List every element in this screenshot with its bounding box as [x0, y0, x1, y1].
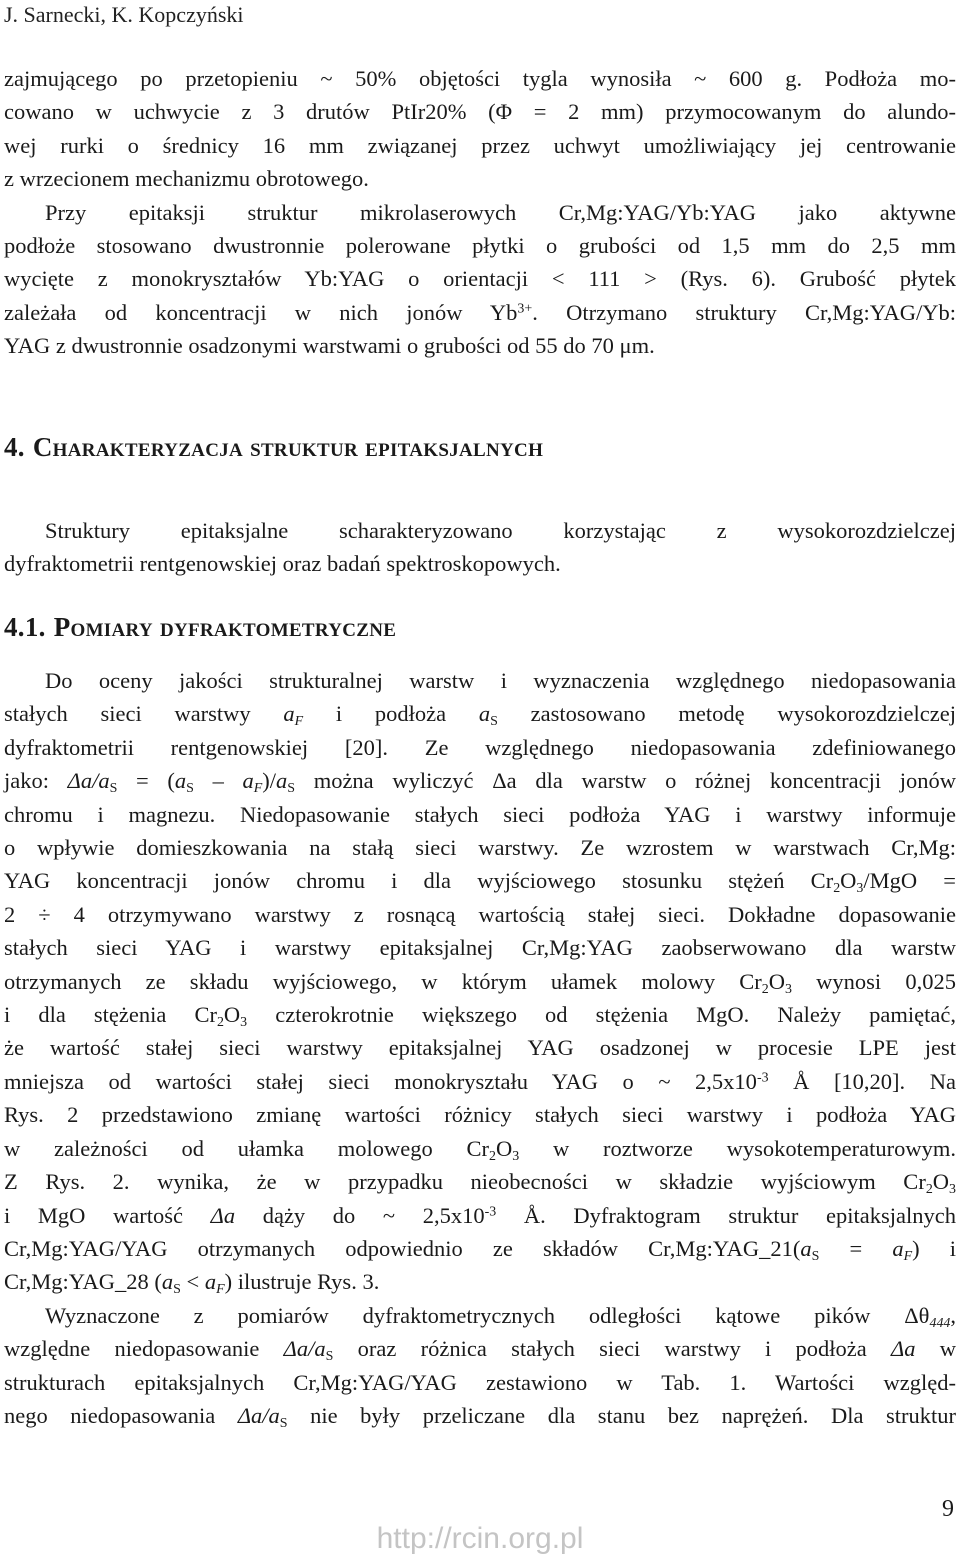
paragraph — [4, 1299, 956, 1433]
text-line: jako: $\Delta a/a_S = (a_S - a_F)/a_S$ można wyliczyć Δa dla warstw o różnej koncentracji jonów — [4, 768, 957, 797]
text-line: Struktury epitaksjalne scharakteryzowano korzystając z wysokorozdzielczej — [45, 518, 956, 543]
text-line: z wrzecionem mechanizmu obrotowego. — [4, 166, 369, 192]
section-title: Charakteryzacja struktur epitaksjalnych — [32, 432, 544, 462]
subsection-number: 4.1. — [4, 612, 46, 642]
text-line: YAG koncentracji jonów chromu i dla wyjściowego stosunku stężeń $Cr_2O_3$/MgO = — [4, 868, 956, 897]
subsection-heading — [4, 612, 396, 643]
text-line: Cr,Mg:YAG_28 $(a_S < a_F)$ ilustruje Rys. 3. — [4, 1269, 380, 1298]
text-line: 2 ÷ 4 otrzymywano warstwy z rosnącą wartością stałej sieci. Dokładne dopasowanie — [4, 901, 956, 927]
paragraph-continuation — [4, 62, 956, 363]
paragraph-epitaxy — [4, 196, 956, 363]
section-heading — [4, 432, 543, 463]
text-line: Rys. 2 przedstawiono zmianę wartości różnicy stałych sieci warstwy i podłoża YAG — [4, 1102, 956, 1128]
text-line: strukturach epitaksjalnych Cr,Mg:YAG/YAG zestawiono w Tab. 1. Wartości względ- — [4, 1369, 956, 1395]
text-line: o wpływie domieszkowania na stałą sieci warstwy. Ze wzrostem w warstwach Cr,Mg: — [4, 835, 956, 861]
text-line: względne niedopasowanie $\Delta a/a_S$ oraz różnica stałych sieci warstwy i podłoża Δa w — [4, 1336, 957, 1365]
text-line: Cr,Mg:YAG/YAG otrzymanych odpowiednio ze składów $Cr,Mg:YAG\_21(a_S = a_F)$ i — [4, 1235, 956, 1265]
paragraph — [4, 664, 956, 1299]
text-line: chromu i magnezu. Niedopasowanie stałych sieci podłoża YAG i warstwy informuje — [4, 801, 956, 827]
text-line: stałych sieci warstwy $a_F$ i podłoża $a_S$ zastosowano metodę wysokorozdzielczej — [4, 701, 956, 730]
text-line: Wyznaczone z pomiarów dyfraktometrycznych odległości kątowe pików $\Delta\theta_{444}$, — [45, 1302, 956, 1331]
page-number: 9 — [942, 1496, 954, 1522]
section-intro — [4, 514, 956, 581]
text-line: otrzymanych ze składu wyjściowego, w którym ułamek molowy $Cr_2O_3$ wynosi 0,025 — [4, 968, 956, 997]
paragraph-diffractometry — [4, 664, 956, 1432]
text-line: nego niedopasowania $\Delta a/a_S$ nie były przeliczane dla stanu bez naprężeń. Dla struktur — [4, 1402, 956, 1432]
text-line: i MgO wartość Δa dąży do ~ $2,5x10^{-3}$ Å. Dyfraktogram struktur epitaksjalnych — [4, 1202, 956, 1228]
text-line: dyfraktometrii rentgenowskiej oraz badań spektroskopowych. — [4, 551, 561, 577]
text-line: mniejsza od wartości stałej sieci monokryształu YAG o ~ $2,5x10^{-3}$ Å [10,20]. Na — [4, 1068, 956, 1094]
text-line: wej rurki o średnicy 16 mm związanej przez uchwyt umożliwiający jej centrowanie — [4, 132, 956, 158]
text-line: w zależności od ułamka molowego $Cr_2O_3$ w roztworze wysokotemperaturowym. — [4, 1135, 956, 1164]
text-line: stałych sieci YAG i warstwy epitaksjalnej Cr,Mg:YAG zaobserwowano dla warstw — [4, 935, 956, 961]
text-line: i dla stężenia $Cr_2O_3$ czterokrotnie większego od stężenia MgO. Należy pamiętać, — [4, 1002, 956, 1031]
text-line: dyfraktometrii rentgenowskiej [20]. Ze względnego niedopasowania zdefiniowanego — [4, 734, 956, 760]
paragraph — [4, 62, 956, 196]
text-line: YAG z dwustronnie osadzonymi warstwami o grubości od 55 do 70 μm. — [4, 333, 655, 359]
section-number: 4. — [4, 432, 25, 462]
text-line: zależała od koncentracji w nich jonów $Yb^{3+}$. Otrzymano struktury Cr,Mg:YAG/Yb: — [4, 299, 956, 325]
text-line: wycięte z monokryształów Yb:YAG o orientacji < 111 > (Rys. 6). Grubość płytek — [4, 266, 956, 292]
running-head: J. Sarnecki, K. Kopczyński — [4, 2, 244, 27]
text-line: Do oceny jakości strukturalnej warstw i wyznaczenia względnego niedopasowania — [45, 668, 956, 693]
subsection-title: Pomiary dyfraktometryczne — [53, 612, 397, 642]
footer-watermark-url[interactable]: http://rcin.org.pl — [376, 1522, 584, 1555]
text-line: Przy epitaksji struktur mikrolaserowych Cr,Mg:YAG/Yb:YAG jako aktywne — [45, 199, 956, 225]
text-line: cowano w uchwycie z 3 drutów PtIr20% (Φ = 2 mm) przymocowanym do alundo- — [4, 99, 956, 125]
paragraph — [4, 514, 956, 581]
text-line: Z Rys. 2. wynika, że w przypadku nieobecności w składzie wyjściowym $Cr_2O_3$ — [4, 1169, 956, 1198]
text-line: że wartość stałej sieci warstwy epitaksjalnej YAG osadzonej w procesie LPE jest — [4, 1035, 956, 1061]
text-line: podłoże stosowano dwustronnie polerowane płytki o grubości od 1,5 mm do 2,5 mm — [4, 233, 956, 259]
text-line: zajmującego po przetopieniu ~ 50% objętości tygla wynosiła ~ 600 g. Podłoża mo- — [4, 66, 956, 91]
